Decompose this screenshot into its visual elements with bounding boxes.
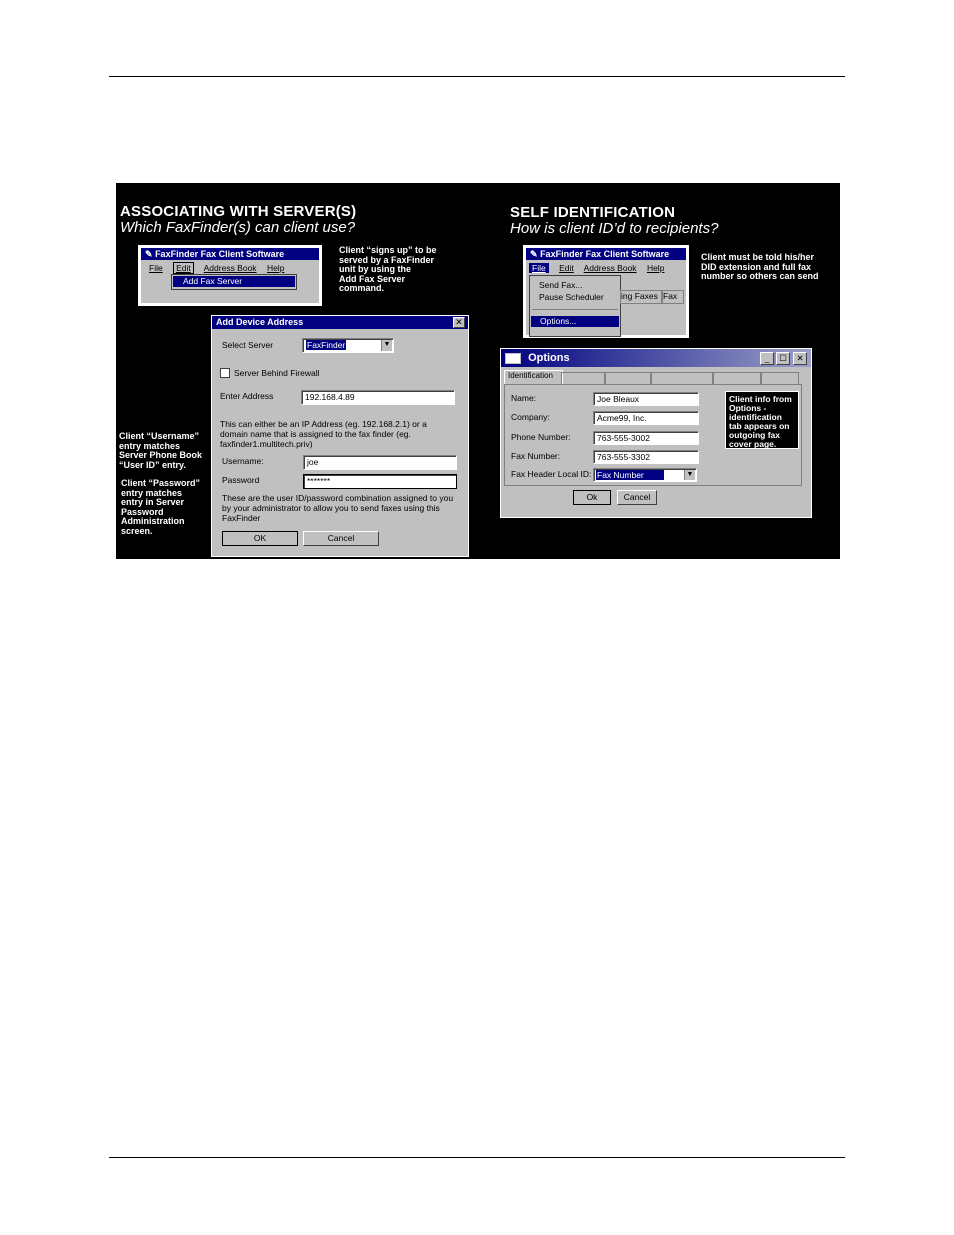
- right-client-titlebar: [526, 248, 686, 260]
- close-icon: ✕: [455, 317, 463, 327]
- right-heading: SELF IDENTIFICATION: [510, 204, 676, 221]
- minimize-button[interactable]: [760, 352, 774, 365]
- options-ok-button[interactable]: Ok: [573, 490, 611, 505]
- password-input[interactable]: *******: [303, 474, 457, 489]
- firewall-label: Server Behind Firewall: [234, 368, 320, 378]
- fax-app-icon: ✎: [145, 249, 153, 259]
- credential-help-text: These are the user ID/password combination assigned to you by your administrator to allow you to send faxes using this FaxFinder: [222, 493, 454, 523]
- add-device-title: Add Device Address: [216, 317, 304, 327]
- company-label: Company:: [511, 412, 550, 422]
- username-label: Username:: [222, 456, 264, 466]
- close-icon: ✕: [796, 353, 804, 363]
- add-fax-server-item[interactable]: Add Fax Server: [173, 276, 295, 287]
- menu-address-book[interactable]: Address Book: [203, 263, 257, 273]
- left-client-titlebar: [141, 248, 319, 260]
- name-input[interactable]: Joe Bleaux: [593, 392, 699, 406]
- left-client-frame: [138, 245, 322, 306]
- menu-edit[interactable]: Edit: [559, 263, 574, 273]
- menu-address-book[interactable]: Address Book: [583, 263, 637, 273]
- note-username: Client “Username” entry matches Server Phone Book “User ID” entry.: [119, 431, 203, 470]
- fax-input[interactable]: 763-555-3302: [593, 450, 699, 464]
- right-client-window: [526, 248, 686, 335]
- company-input[interactable]: Acme99, Inc.: [593, 411, 699, 425]
- password-label: Password: [222, 475, 260, 485]
- tab-identification[interactable]: Identification: [504, 370, 563, 384]
- menu-file[interactable]: File: [149, 263, 163, 273]
- note-password: Client “Password” entry matches entry in Server Password Administration screen.: [121, 478, 201, 536]
- firewall-checkbox[interactable]: [220, 368, 230, 378]
- add-device-dialog: [211, 315, 469, 557]
- edit-dropdown: [171, 274, 297, 290]
- close-button[interactable]: [793, 352, 807, 365]
- fax-app-icon: ✎: [530, 249, 538, 259]
- address-help-text: This can either be an IP Address (eg. 192.168.2.1) or a domain name that is assigned to the fax finder (eg. faxfinder1.multitech.priv): [220, 419, 427, 449]
- chevron-down-icon: ▼: [684, 470, 695, 480]
- note-signup: Client “signs up” to be served by a FaxFinder unit by using the Add Fax Server command.: [339, 245, 437, 293]
- right-subheading: How is client ID’d to recipients?: [510, 220, 719, 237]
- window-icon: [505, 353, 521, 364]
- name-label: Name:: [511, 393, 537, 403]
- enter-address-label: Enter Address: [220, 391, 274, 401]
- options-dialog: [500, 348, 812, 518]
- menu-help[interactable]: Help: [646, 263, 665, 273]
- pause-scheduler-item[interactable]: Pause Scheduler: [539, 292, 604, 302]
- note-options: Client info from Options - identification tab appears on outgoing fax cover page.: [725, 391, 799, 449]
- add-device-titlebar: [212, 316, 468, 329]
- left-subheading: Which FaxFinder(s) can client use?: [120, 219, 356, 236]
- menu-file[interactable]: File: [529, 263, 549, 273]
- send-fax-item[interactable]: Send Fax...: [539, 280, 583, 290]
- partial-tab-1: ing Faxes: [620, 290, 662, 304]
- fax-label: Fax Number:: [511, 451, 561, 461]
- select-server-label: Select Server: [222, 340, 274, 350]
- minimize-icon: _: [764, 353, 770, 363]
- footer-rule: [109, 1157, 845, 1158]
- menu-separator: [532, 309, 618, 310]
- enter-address-input[interactable]: 192.168.4.89: [301, 390, 455, 405]
- right-menubar: [529, 263, 672, 273]
- cancel-button[interactable]: Cancel: [303, 531, 379, 546]
- options-item[interactable]: Options...: [531, 316, 619, 327]
- phone-label: Phone Number:: [511, 432, 571, 442]
- dialog-close-button[interactable]: [453, 317, 465, 328]
- ok-button[interactable]: OK: [222, 531, 298, 546]
- maximize-icon: ☐: [779, 353, 787, 363]
- left-client-title: FaxFinder Fax Client Software: [155, 249, 285, 259]
- header-id-dropdown[interactable]: Fax Number ▼: [593, 468, 697, 482]
- menu-help[interactable]: Help: [266, 263, 285, 273]
- options-cancel-button[interactable]: Cancel: [617, 490, 657, 505]
- chevron-down-icon: ▼: [381, 340, 392, 351]
- left-menubar: [149, 263, 292, 273]
- file-dropdown: [529, 275, 621, 337]
- header-rule: [109, 76, 845, 77]
- note-did: Client must be told his/her DID extension and full fax number so others can send: [701, 252, 819, 281]
- header-id-label: Fax Header Local ID:: [511, 469, 592, 479]
- left-heading: ASSOCIATING WITH SERVER(S): [120, 203, 357, 220]
- phone-input[interactable]: 763-555-3002: [593, 431, 699, 445]
- illustration-panel: [116, 183, 840, 559]
- right-client-frame: [523, 245, 689, 338]
- partial-tab-2: Fax: [662, 290, 684, 304]
- options-title: Options: [528, 352, 570, 364]
- select-server-dropdown[interactable]: FaxFinder ▼: [302, 338, 394, 353]
- left-client-window: [141, 248, 319, 303]
- menu-edit[interactable]: Edit: [173, 262, 194, 274]
- right-client-title: FaxFinder Fax Client Software: [540, 249, 670, 259]
- maximize-button[interactable]: [776, 352, 790, 365]
- username-input[interactable]: joe: [303, 455, 457, 470]
